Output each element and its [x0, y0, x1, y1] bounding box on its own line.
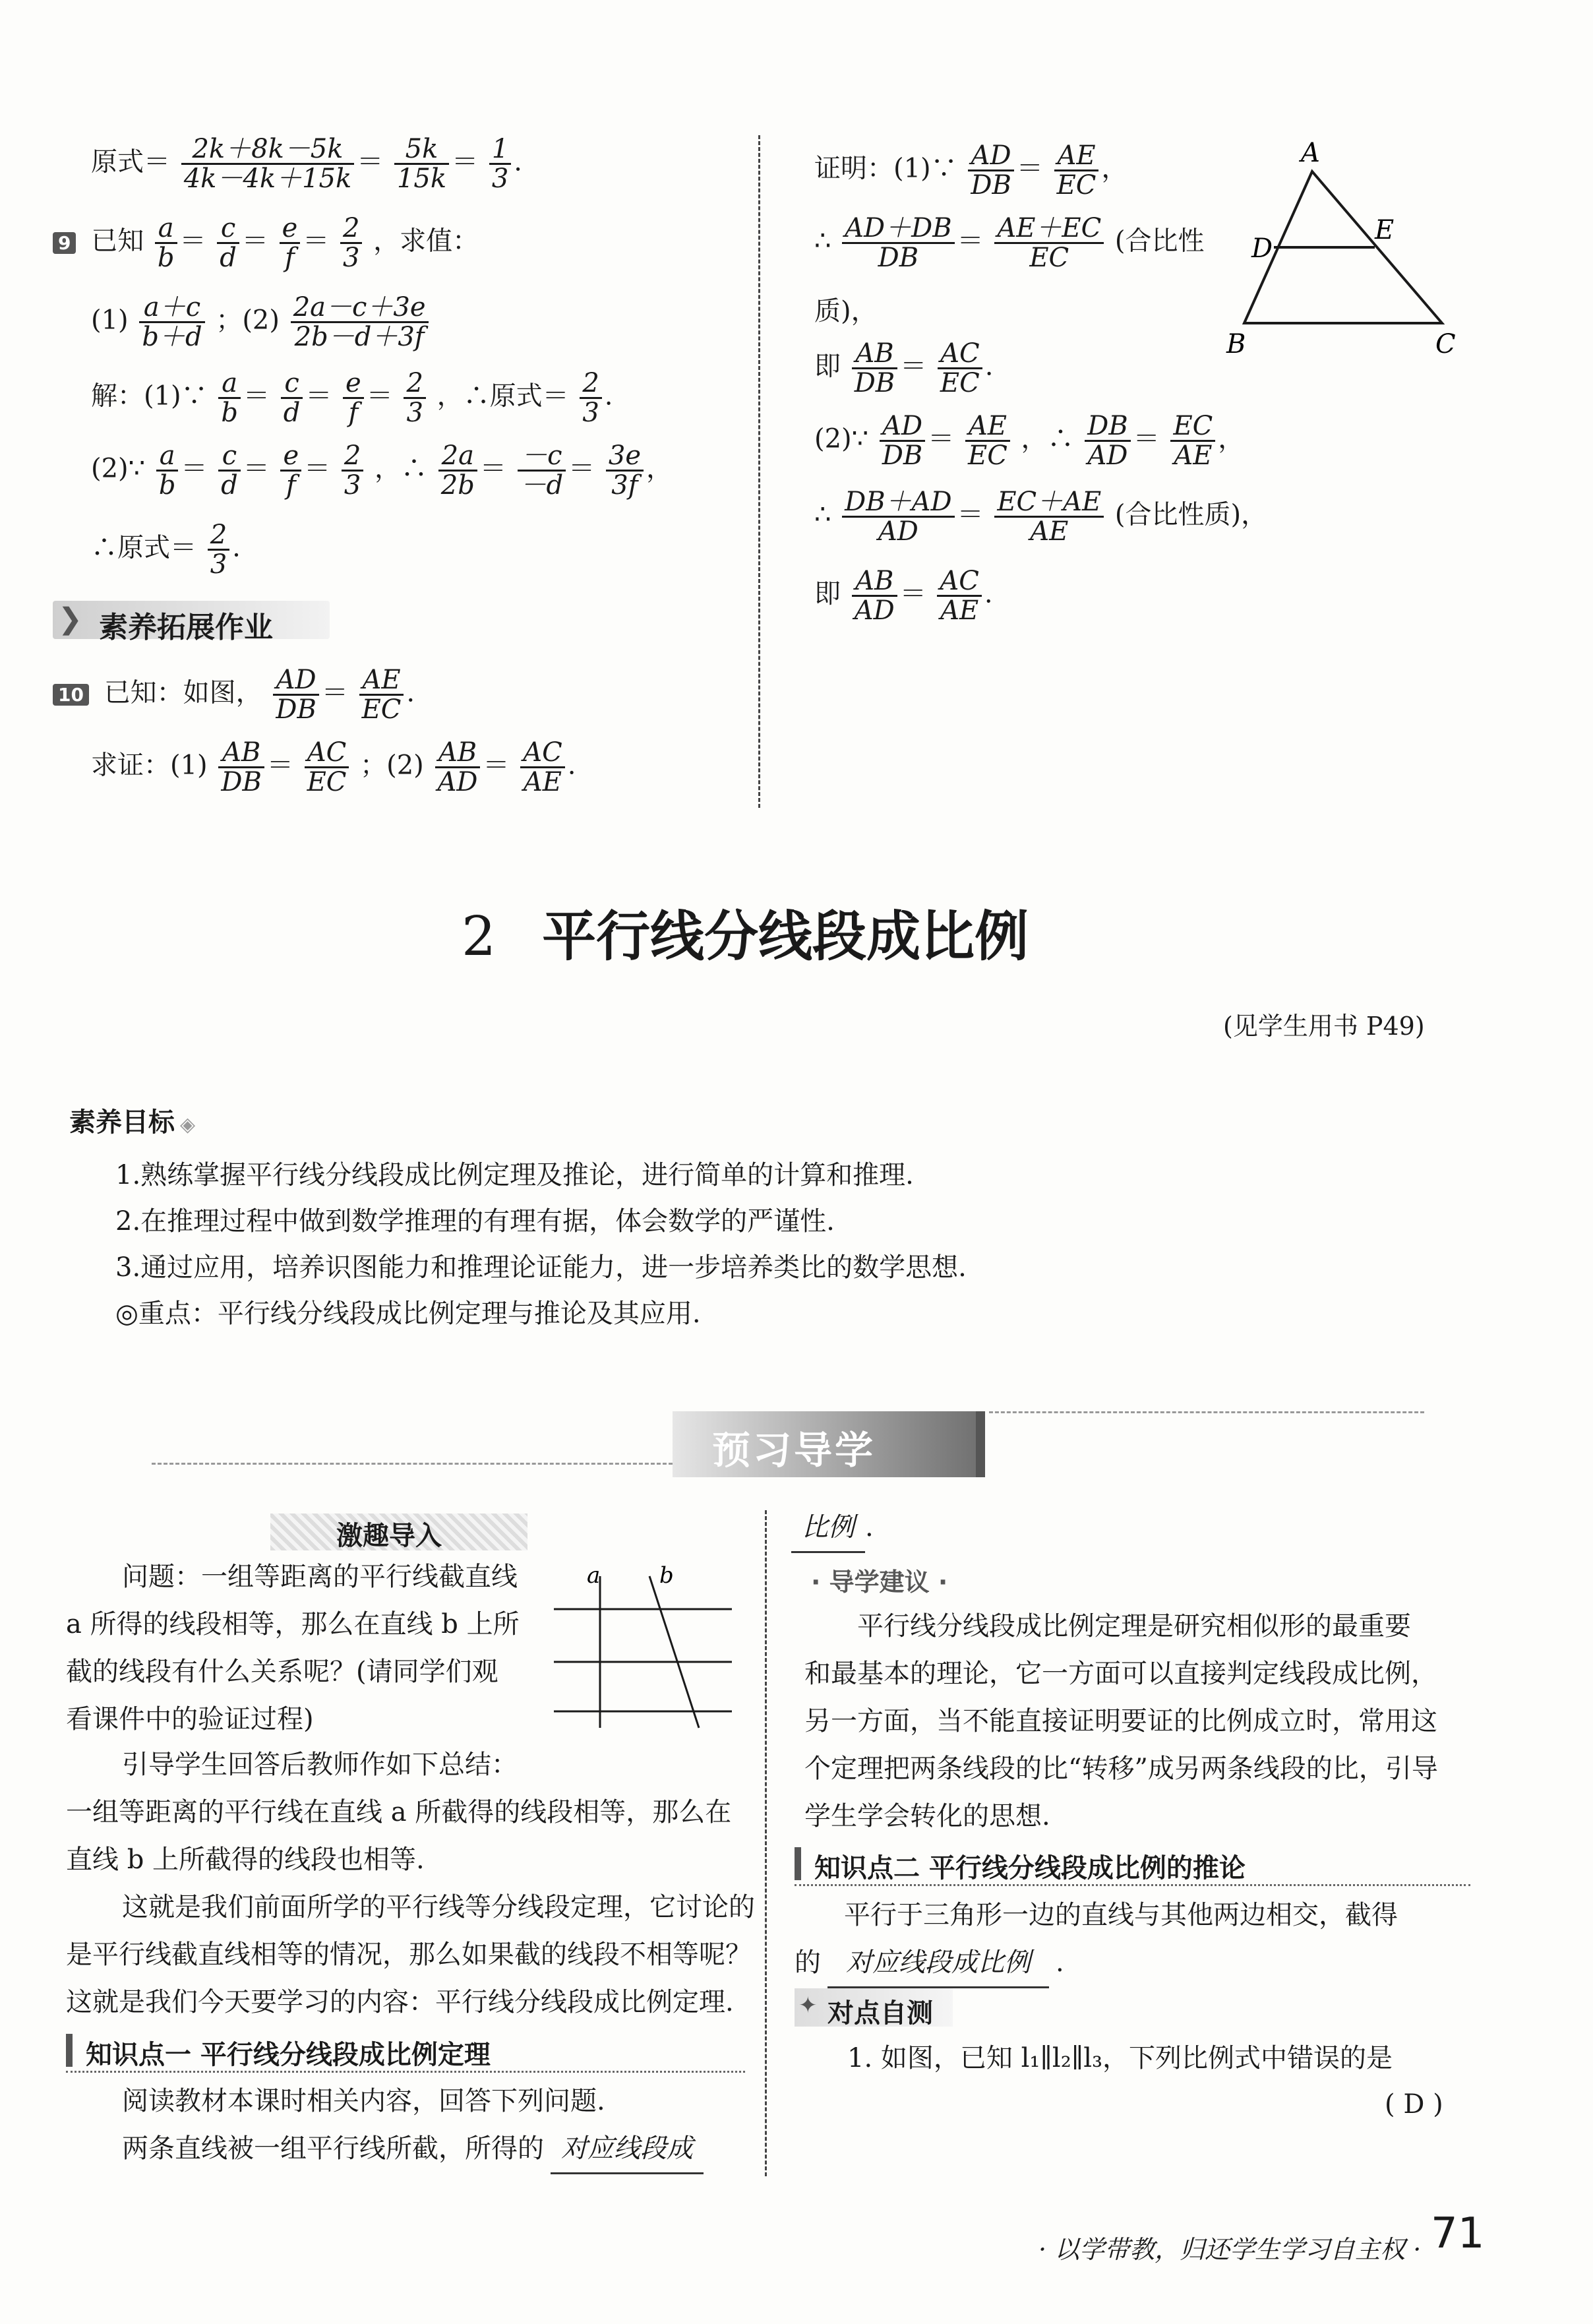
proof-line-2: ∴ $\frac{AD+DB}{DB}$ ＝ $\frac{AE+EC}{EC}$ (合比性 [814, 213, 1205, 273]
proof-line-6: ∴ $\frac{DB+AD}{AD}$ ＝ $\frac{EC+AE}{AE}$ (合比性质)， [814, 487, 1268, 547]
question-10: 10 已知：如图， $\frac{AD}{DB}$ ＝ $\frac{AE}{EC}$ . [53, 666, 415, 723]
answer-blank: 比例 [791, 1504, 865, 1553]
question-9-conclusion: ∴原式＝ $\frac{2}{3}$ . [91, 520, 241, 580]
question-9-solution-2: (2)∵ $\frac{a}{b}$ ＝ $\frac{c}{d}$ ＝ $\frac{e}{f}$ ＝ $\frac{2}{3}$ ，∴ $\frac{2a}{2b}$ ＝ $\frac{-c}{-d}$ ＝ $\frac{3e}{3f}$ ， [91, 441, 673, 501]
question-9-parts: (1) $\frac{a+c}{b+d}$ ；(2) $\frac{2a-c+3e}{2b-d+3f}$ [91, 293, 431, 351]
page-number: 71 [1431, 2209, 1485, 2258]
label-e: E [1375, 215, 1395, 245]
label-c: C [1435, 329, 1456, 359]
key-point: ◎重点：平行线分线段成比例定理与推论及其应用. [115, 1299, 701, 1329]
triangle-figure [1213, 132, 1490, 369]
summary-line: 是平行线截直线相等的情况，那么如果截的线段不相等呢？ [66, 1940, 752, 1970]
banner-preview: 预习导学 [673, 1411, 982, 1477]
column-divider [758, 135, 760, 808]
question-answer: ( D ) [1385, 2089, 1443, 2120]
proof-line-5: (2)∵ $\frac{AD}{DB}$ ＝ $\frac{AE}{EC}$ ，∴ $\frac{DB}{AD}$ ＝ $\frac{EC}{AE}$ ， [814, 411, 1245, 471]
label-a: a [587, 1563, 601, 1589]
proof-line-4: 即 $\frac{AB}{DB}$ ＝ $\frac{AC}{EC}$ . [814, 338, 994, 398]
label-d: D [1251, 233, 1273, 264]
banner-rule-right [989, 1411, 1424, 1413]
fraction: $\frac{5k}{15k}$ [394, 135, 449, 193]
goal-item: 2.在推理过程中做到数学推理的有理有据，体会数学的严谨性. [115, 1206, 835, 1237]
kp1-answer-continued: 比例 . [791, 1504, 874, 1553]
guide-line: 个定理把两条线段的比“转移”成另两条线段的比，引导 [804, 1754, 1438, 1784]
proof-line-7: 即 $\frac{AB}{AD}$ ＝ $\frac{AC}{AE}$ . [814, 566, 993, 626]
self-test-question: 1. 如图，已知 l₁∥l₂∥l₃，下列比例式中错误的是 [847, 2043, 1393, 2073]
guide-line: 另一方面，当不能直接证明要证的比例成立时，常用这 [804, 1706, 1437, 1736]
orig-expression: 原式＝ $\frac{2k+8k-5k}{4k-4k+15k}$ ＝ $\frac{5k}{15k}$ ＝ $\frac{1}{3}$ . [91, 134, 522, 194]
lesson-title: 2 平行线分线段成比例 [462, 905, 1029, 968]
column-divider [765, 1510, 767, 2176]
question-10-prove: 求证：(1) $\frac{AB}{DB}$ ＝ $\frac{AC}{EC}$ ；(2) $\frac{AB}{AD}$ ＝ $\frac{AC}{AE}$ . [91, 737, 576, 797]
knowledge-point-1-header: 知识点一 平行线分线段成比例定理 [66, 2030, 745, 2073]
summary-line: 一组等距离的平行线在直线 a 所截得的线段相等，那么在 [66, 1797, 732, 1827]
goals-title: 素养目标 ◈ [69, 1107, 196, 1138]
question-9-solution-1: 解：(1)∵ $\frac{a}{b}$ ＝ $\frac{c}{d}$ ＝ $\frac{e}{f}$ ＝ $\frac{2}{3}$ ，∴原式＝ $\frac{2}{3}$ . [91, 368, 613, 428]
kp2-line: 平行于三角形一边的直线与其他两边相交，截得 [844, 1900, 1398, 1930]
diamond-icon: ◈ [180, 1113, 196, 1136]
guide-line: 和最基本的理论，它一方面可以直接判定线段成比例， [804, 1659, 1437, 1689]
star-icon: ✦ [798, 1992, 818, 2019]
intro-title-box: 激趣导入 [270, 1514, 527, 1550]
goal-item: 3.通过应用，培养识图能力和推理论证能力，进一步培养类比的数学思想. [115, 1252, 967, 1283]
arrow-icon: ❯ [58, 602, 82, 636]
guide-line: 平行线分线段成比例定理是研究相似形的最重要 [857, 1611, 1411, 1641]
summary-line: 引导学生回答后教师作如下总结： [122, 1750, 518, 1780]
footer-slogan: · 以学带教，归还学生学习自主权 · [1038, 2235, 1422, 2264]
guide-line: 学生学会转化的思想. [804, 1801, 1050, 1831]
section-title-extension: ❯ 素养拓展作业 [53, 597, 330, 643]
answer-blank: 对应线段成比例 [827, 1939, 1049, 1988]
label-a: A [1301, 138, 1320, 168]
intro-question-line: 截的线段有什么关系呢？(请同学们观 [66, 1657, 498, 1687]
kp1-line: 两条直线被一组平行线所截，所得的 对应线段成 [122, 2125, 704, 2174]
fraction: $\frac{1}{3}$ [489, 135, 511, 193]
question-number-badge: 9 [53, 232, 76, 254]
banner-end-bar [976, 1411, 985, 1477]
label-b: b [659, 1563, 674, 1589]
line-b [649, 1576, 699, 1728]
proof-line-3: 质)， [814, 296, 878, 326]
question-number-badge: 10 [53, 684, 89, 706]
banner-rule-left [152, 1463, 673, 1465]
fraction: $\frac{2k+8k-5k}{4k-4k+15k}$ [181, 135, 355, 193]
kp1-line: 阅读教材本课时相关内容，回答下列问题. [122, 2086, 605, 2116]
proof-line-1: 证明：(1)∵ $\frac{AD}{DB}$ ＝ $\frac{AE}{EC}$ ， [814, 140, 1128, 200]
label-b: B [1226, 329, 1246, 359]
self-test-title: ✦ 对点自测 [795, 1988, 953, 2027]
knowledge-point-2-header: 知识点二 平行线分线段成比例的推论 [795, 1843, 1470, 1886]
intro-question-line: 问题：一组等距离的平行线截直线 [122, 1562, 518, 1592]
summary-line: 直线 b 上所截得的线段也相等. [66, 1845, 425, 1875]
summary-line: 这就是我们前面所学的平行线等分线段定理，它讨论的 [122, 1892, 755, 1922]
summary-line: 这就是我们今天要学习的内容：平行线分线段成比例定理. [66, 1987, 734, 2017]
intro-question-line: 看课件中的验证过程) [66, 1704, 314, 1734]
intro-question-line: a 所得的线段相等，那么在直线 b 上所 [66, 1609, 520, 1639]
question-9: 9 已知 $\frac{a}{b}$ ＝ $\frac{c}{d}$ ＝ $\frac{e}{f}$ ＝ $\frac{2}{3}$ ，求值： [53, 214, 479, 272]
answer-blank: 对应线段成 [551, 2125, 704, 2174]
guide-title: · 导学建议 · [811, 1568, 948, 1597]
book-reference: (见学生用书 P49) [1223, 1012, 1425, 1041]
kp2-line: 的 对应线段成比例 . [795, 1939, 1064, 1988]
parallel-lines-figure [541, 1563, 738, 1734]
goal-item: 1.熟练掌握平行线分线段成比例定理及推论，进行简单的计算和推理. [115, 1160, 914, 1190]
